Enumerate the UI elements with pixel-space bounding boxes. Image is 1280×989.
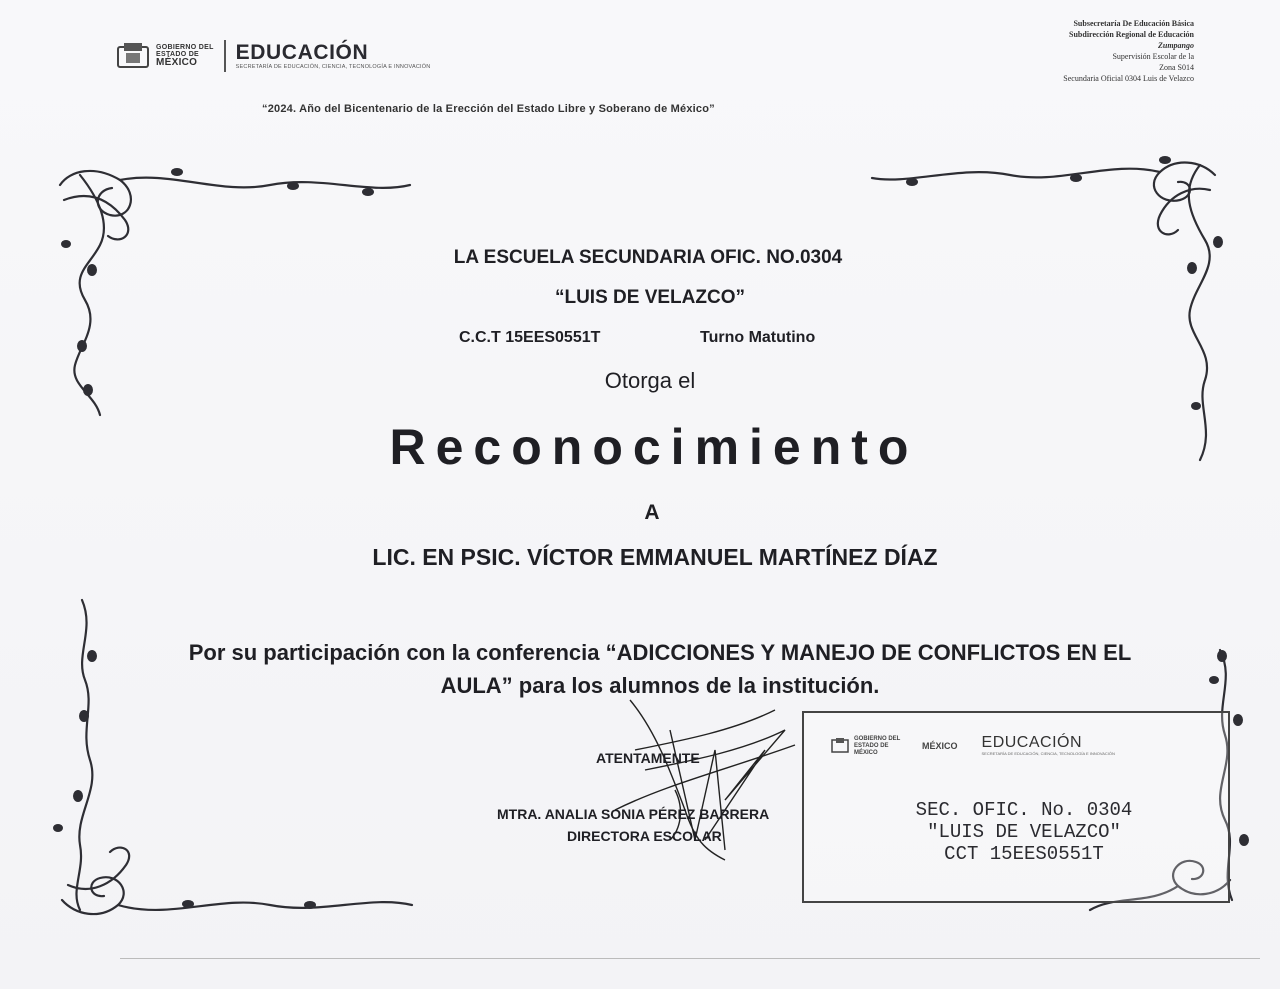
- stamp-education-title: EDUCACIÓN: [981, 734, 1083, 751]
- issuer-line: Secundaria Oficial 0304 Luis de Velazco: [1063, 74, 1194, 83]
- grants-text: Otorga el: [604, 368, 696, 393]
- director-name: MTRA. ANALIA SONIA PÉREZ BARRERA: [497, 806, 770, 822]
- stamp-line: CCT 15EES0551T: [944, 843, 1104, 865]
- school-cct: C.C.T 15EES0551T: [459, 329, 601, 346]
- certificate-title: Reconocimiento: [389, 419, 919, 475]
- closing-text: ATENTAMENTE: [596, 750, 700, 766]
- stamp-mexico-logo: MÉXICO: [922, 740, 958, 751]
- to-text: A: [644, 501, 660, 524]
- state-logo-line1: GOBIERNO DEL: [156, 44, 214, 51]
- state-logo-line2: ESTADO DE: [156, 51, 200, 58]
- issuer-line: Supervisión Escolar de la: [1112, 52, 1194, 61]
- official-stamp: [802, 711, 1230, 903]
- director-role: DIRECTORA ESCOLAR: [567, 828, 722, 844]
- stamp-seal-icon: [830, 736, 850, 756]
- education-title: EDUCACIÓN: [235, 40, 369, 64]
- stamp-state-logo: GOBIERNO DEL ESTADO DE MÉXICO: [854, 735, 901, 756]
- education-subtitle: SECRETARÍA DE EDUCACIÓN, CIENCIA, TECNOLOGÍA E INNOVACIÓN: [235, 63, 431, 70]
- issuer-line: Subsecretaría De Educación Básica: [1073, 19, 1194, 28]
- stamp-line: SEC. OFIC. No. 0304: [915, 799, 1133, 821]
- issuer-line: Zumpango: [1157, 41, 1194, 50]
- recognition-reason: Por su participación con la conferencia “ADICCIONES Y MANEJO DE CONFLICTOS EN EL AULA” para los alumnos de la institución.: [188, 640, 1132, 698]
- recipient-name: LIC. EN PSIC. VÍCTOR EMMANUEL MARTÍNEZ DÍAZ: [372, 544, 938, 570]
- school-name: “LUIS DE VELAZCO”: [554, 287, 745, 308]
- stamp-education-logo: [958, 735, 1182, 757]
- stamp-logos: [830, 735, 1182, 757]
- issuer-line: Zona S014: [1159, 63, 1194, 72]
- stamp-line: "LUIS DE VELAZCO": [927, 821, 1121, 843]
- school-heading: LA ESCUELA SECUNDARIA OFIC. NO.0304: [453, 247, 843, 268]
- stamp-education-subtitle: SECRETARÍA DE EDUCACIÓN, CIENCIA, TECNOLOGÍA E INNOVACIÓN: [981, 751, 1115, 756]
- year-slogan: “2024. Año del Bicentenario de la Erección del Estado Libre y Soberano de México”: [262, 103, 715, 115]
- stamp-text: [874, 799, 1174, 865]
- bottom-divider: [120, 958, 1260, 959]
- state-logo-line3: MÉXICO: [156, 57, 198, 68]
- issuer-line: Subdirección Regional de Educación: [1069, 30, 1194, 39]
- school-shift: Turno Matutino: [700, 329, 816, 346]
